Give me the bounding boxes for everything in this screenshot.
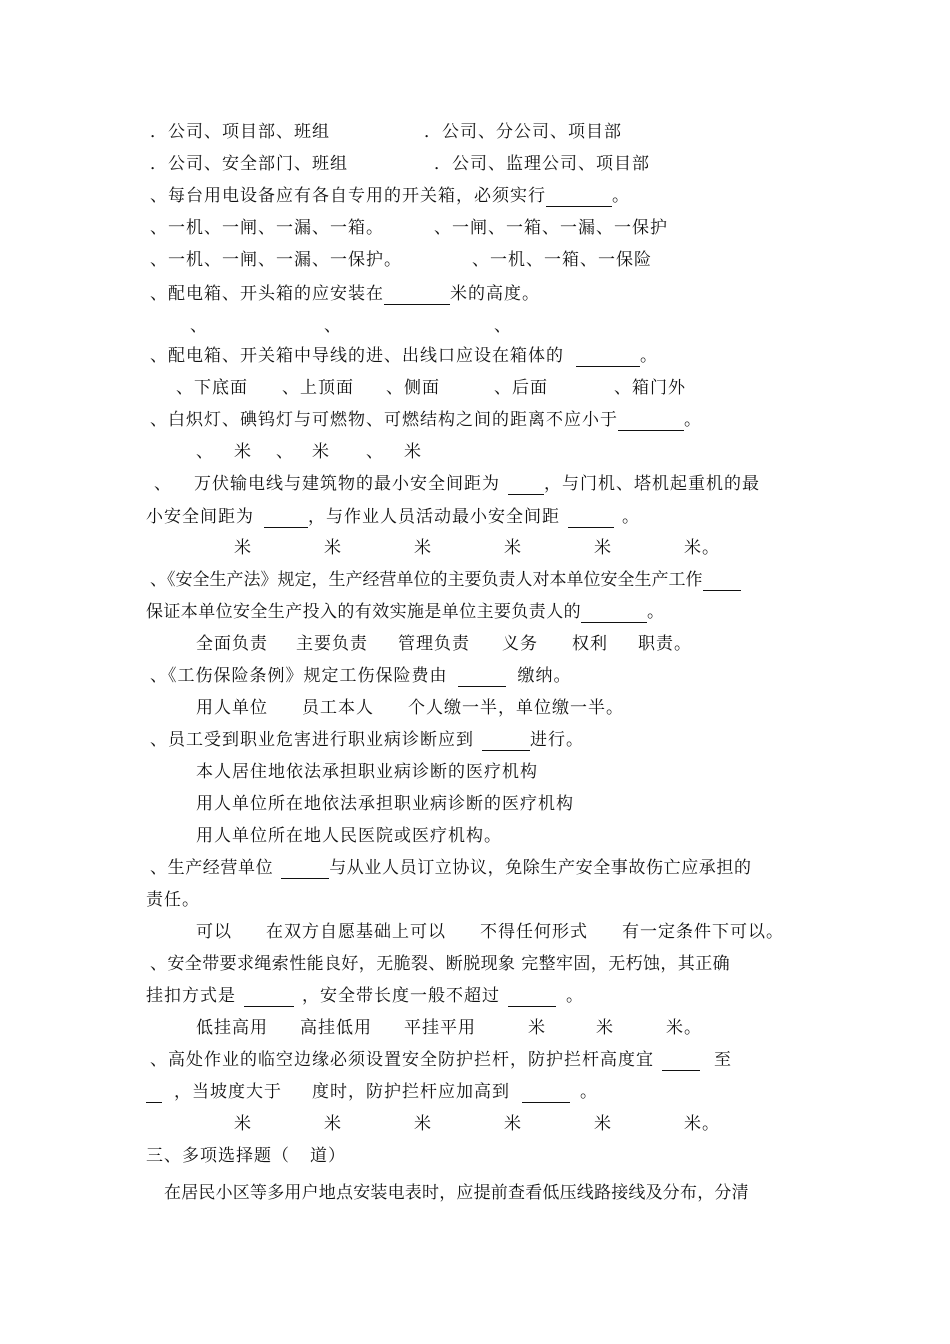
question-line: 保证本单位安全生产投入的有效实施是单位主要负责人的 。 [146,602,665,622]
question-line: 、员工受到职业危害进行职业病诊断应到 进行。 [150,730,584,750]
answer-blank [384,287,450,305]
answer-blank [482,733,530,751]
question-line: 小安全间距为 ，与作业人员活动最小安全间距 。 [146,507,640,527]
answer-blank [703,573,741,591]
answer-blank [522,1085,570,1103]
answer-blank [546,189,612,207]
option-line: 用人单位所在地依法承担职业病诊断的医疗机构 [196,794,574,814]
answer-blank [581,605,647,623]
option-line: 本人居住地依法承担职业病诊断的医疗机构 [196,762,538,782]
question-line: 在居民小区等多用户地点安装电表时，应提前查看低压线路接线及分布，分清 [164,1183,749,1203]
question-line: 、《安全生产法》规定，生产经营单位的主要负责人对本单位安全生产工作 [150,569,741,591]
question-line: 挂扣方式是 ，安全带长度一般不超过 。 [146,986,584,1006]
section-heading: 三、多项选择题（ 道） [146,1146,346,1166]
answer-blank [458,669,506,687]
option-line: 、 、 、 [190,316,512,336]
answer-blank [244,989,294,1007]
option-line: 、下底面 、上顶面 、侧面 、后面 、箱门外 [176,378,686,398]
option-line: 用人单位所在地人民医院或医疗机构。 [196,826,502,846]
option-line: 、一机、一闸、一漏、一箱。 、一闸、一箱、一漏、一保护 [150,218,668,238]
option-line: 可以 在双方自愿基础上可以 不得任何形式 有一定条件下可以。 [196,922,784,942]
answer-blank [568,510,614,528]
answer-blank [508,989,556,1007]
option-line: 全面负责 主要负责 管理负责 义务 权利 职责。 [196,634,692,654]
question-line: 、每台用电设备应有各自专用的开关箱，必须实行 。 [150,186,630,206]
question-line: 、 万伏输电线与建筑物的最小安全间距为 ，与门机、塔机起重机的最 [154,474,760,494]
answer-blank [264,510,308,528]
question-line: 、配电箱、开关箱中导线的进、出线口应设在箱体的 。 [150,346,658,366]
answer-blank [618,413,684,431]
question-line: 责任。 [146,890,200,910]
option-line: 、一机、一闸、一漏、一保护。 、一机、一箱、一保险 [150,250,652,270]
question-line: 、配电箱、开头箱的应安装在 米的高度。 [150,284,540,304]
question-line: 、生产经营单位 与从业人员订立协议，免除生产安全事故伤亡应承担的 [150,858,752,878]
option-line: ．公司、项目部、班组 ．公司、分公司、项目部 [150,122,622,142]
question-line: 、《工伤保险条例》规定工伤保险费由 缴纳。 [150,666,572,686]
option-line: ．公司、安全部门、班组 ．公司、监理公司、项目部 [150,154,650,174]
option-line: 低挂高用 高挂低用 平挂平用 米 米 米。 [196,1018,702,1038]
option-line: 、 米 、 米 、 米 [196,442,422,462]
question-line: 、高处作业的临空边缘必须设置安全防护拦杆，防护拦杆高度宜 至 [150,1050,732,1070]
question-line: 、白炽灯、碘钨灯与可燃物、可燃结构之间的距离不应小于 。 [150,410,702,430]
answer-blank [576,349,640,367]
answer-blank [146,1085,162,1103]
question-line: 、安全带要求绳索性能良好，无脆裂、断脱现象 完整牢固，无朽蚀，其正确 [150,954,731,974]
question-line: ，当坡度大于 度时，防护拦杆应加高到 。 [146,1081,598,1103]
answer-blank [281,861,329,879]
option-line: 米 米 米 米 米 米。 [234,538,720,558]
option-line: 米 米 米 米 米 米。 [234,1114,720,1134]
answer-blank [508,477,544,495]
option-line: 用人单位 员工本人 个人缴一半，单位缴一半。 [196,698,624,718]
answer-blank [662,1053,700,1071]
